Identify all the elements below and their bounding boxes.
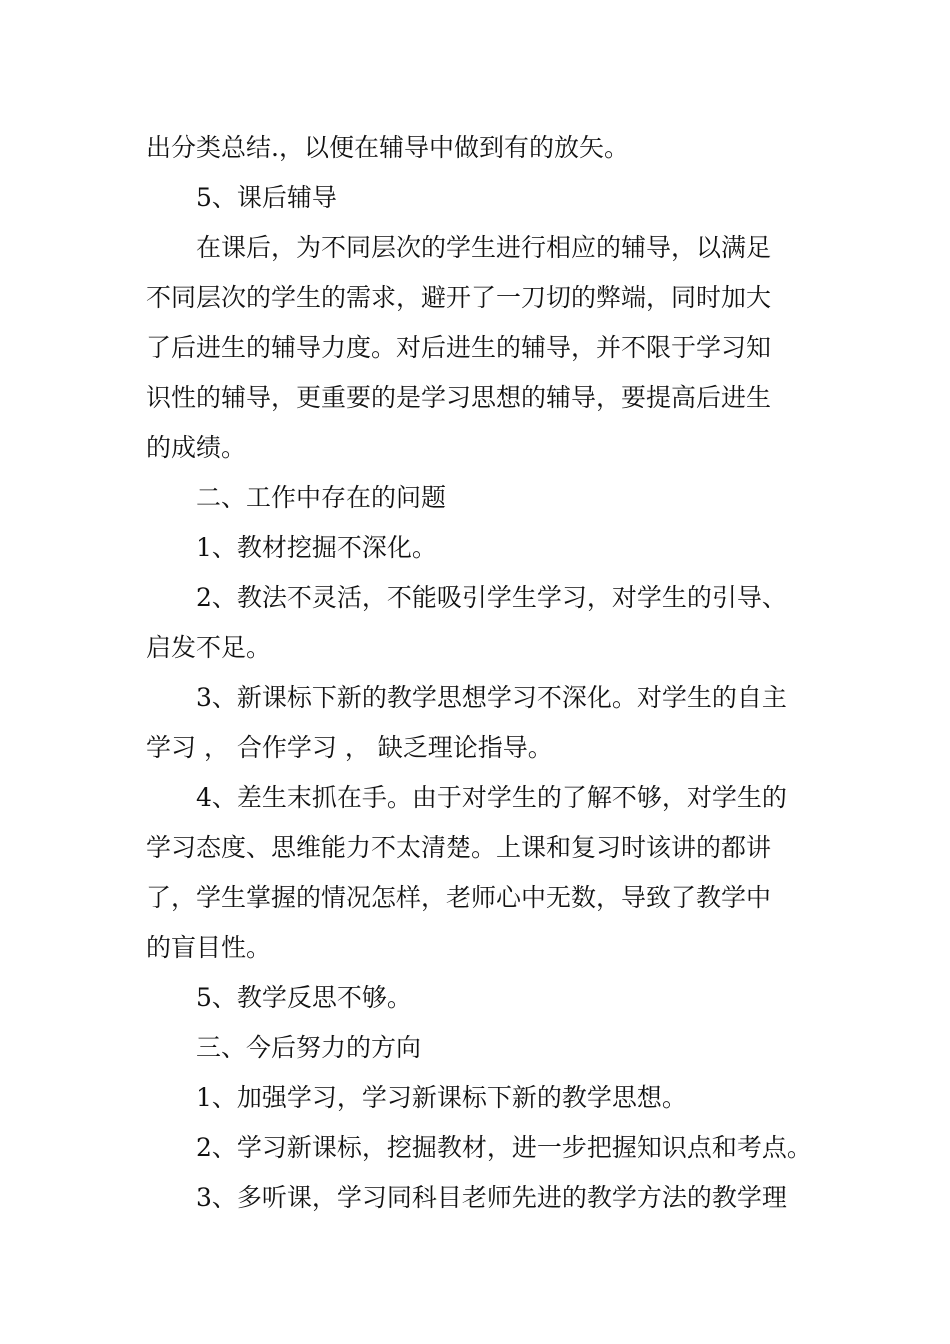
list-item-problem-4-cont-2: 了，学生掌握的情况怎样，老师心中无数，导致了教学中 <box>146 883 772 912</box>
list-item-direction-3: 3、多听课，学习同科目老师先进的教学方法的教学理 <box>196 1183 787 1212</box>
list-item-problem-2-cont: 启发不足。 <box>146 633 272 662</box>
section-heading-problems: 二、工作中存在的问题 <box>196 483 447 512</box>
list-item-problem-4-cont-3: 的盲目性。 <box>146 933 272 962</box>
list-item-problem-5: 5、教学反思不够。 <box>196 983 412 1012</box>
list-item-problem-2: 2、教法不灵活，不能吸引学生学习，对学生的引导、 <box>196 583 787 612</box>
section-heading-future-direction: 三、今后努力的方向 <box>196 1033 422 1062</box>
text-line-1: 出分类总结.，以便在辅导中做到有的放矢。 <box>146 133 629 162</box>
list-item-problem-3-cont: 学习 ， 合作学习 ， 缺乏理论指导。 <box>146 733 553 762</box>
text-line-6: 识性的辅导，更重要的是学习思想的辅导，要提高后进生 <box>146 383 772 412</box>
list-item-direction-2: 2、学习新课标，挖掘教材，进一步把握知识点和考点。 <box>196 1133 812 1162</box>
text-line-7: 的成绩。 <box>146 433 247 462</box>
list-item-problem-4: 4、差生末抓在手。由于对学生的了解不够，对学生的 <box>196 783 787 812</box>
list-item-problem-4-cont-1: 学习态度、思维能力不太清楚。上课和复习时该讲的都讲 <box>146 833 772 862</box>
list-item-problem-3: 3、新课标下新的教学思想学习不深化。对学生的自主 <box>196 683 787 712</box>
text-line-5: 了后进生的辅导力度。对后进生的辅导，并不限于学习知 <box>146 333 772 362</box>
list-item-direction-1: 1、加强学习，学习新课标下新的教学思想。 <box>196 1083 687 1112</box>
text-line-3: 在课后，为不同层次的学生进行相应的辅导，以满足 <box>196 233 772 262</box>
list-item-problem-1: 1、教材挖掘不深化。 <box>196 533 437 562</box>
text-line-4: 不同层次的学生的需求，避开了一刀切的弊端，同时加大 <box>146 283 772 312</box>
section-heading-after-class-tutoring: 5、课后辅导 <box>196 183 337 212</box>
